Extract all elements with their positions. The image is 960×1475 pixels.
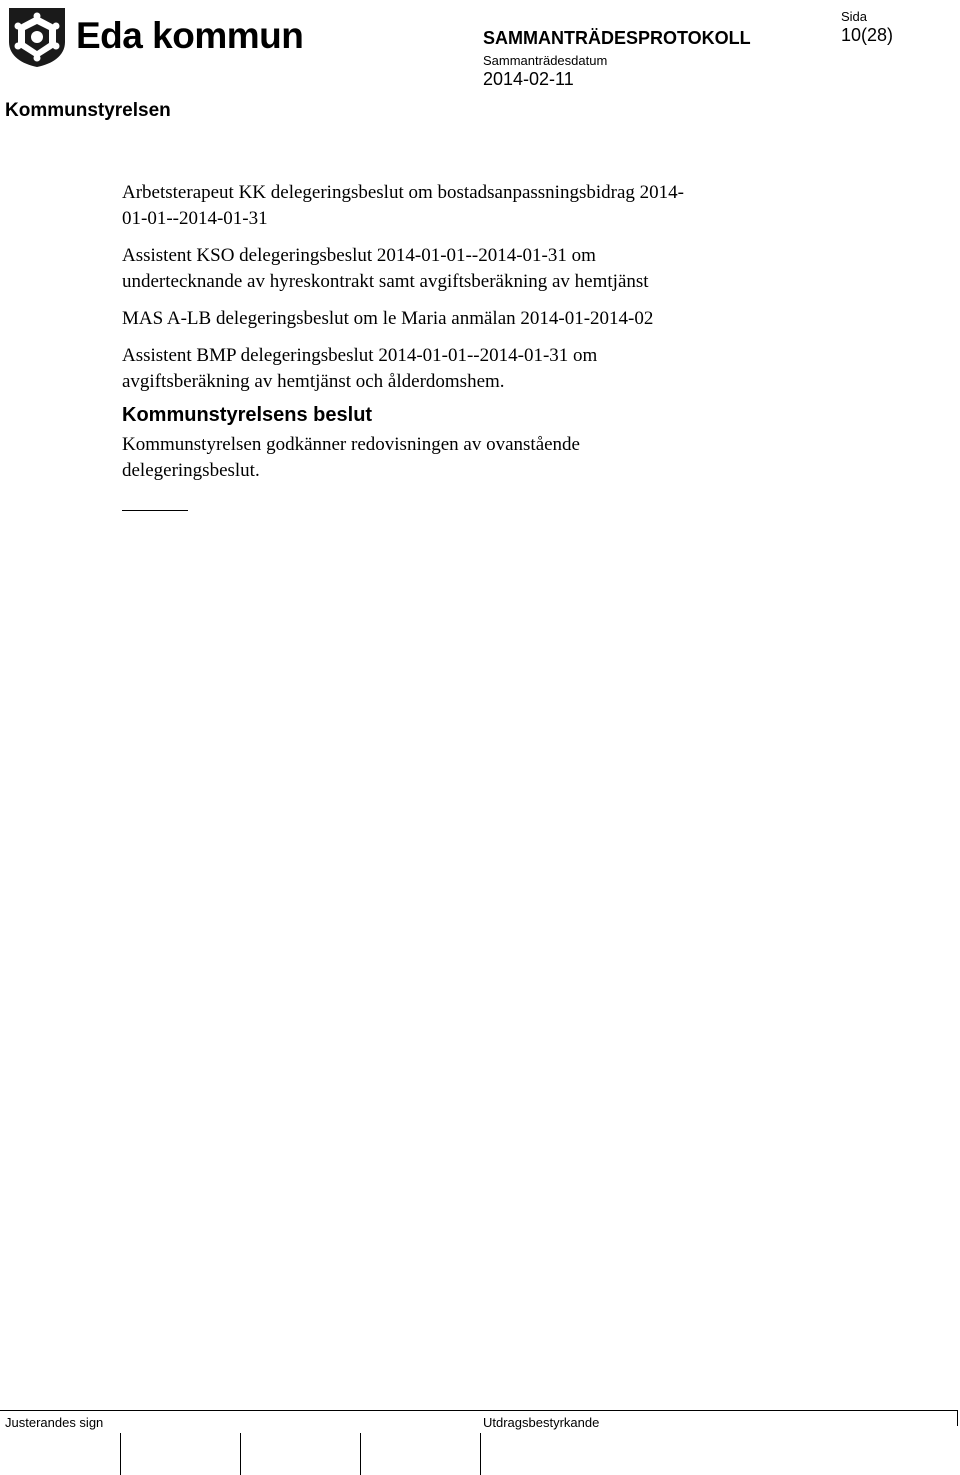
text-line: avgiftsberäkning av hemtjänst och ålderdomshem. xyxy=(122,371,505,392)
text-line: Arbetsterapeut KK delegeringsbeslut om bostadsanpassningsbidrag 2014- xyxy=(122,182,684,203)
municipality-name: Eda kommun xyxy=(76,15,304,56)
text-line: Assistent KSO delegeringsbeslut 2014-01-01--2014-01-31 om xyxy=(122,245,596,266)
department-name: Kommunstyrelsen xyxy=(5,100,171,121)
page-label: Sida xyxy=(841,9,868,24)
text-line: MAS A-LB delegeringsbeslut om le Maria anmälan 2014-01-2014-02 xyxy=(122,308,654,329)
footer-divider xyxy=(957,1411,958,1426)
text-line: Assistent BMP delegeringsbeslut 2014-01-01--2014-01-31 om xyxy=(122,345,598,366)
text-line: delegeringsbeslut. xyxy=(122,460,260,481)
extract-certifier-label: Utdragsbestyrkande xyxy=(483,1415,600,1430)
decision-heading: Kommunstyrelsens beslut xyxy=(122,404,373,426)
eda-kommun-crest-icon xyxy=(6,6,68,68)
delegation-item xyxy=(122,180,802,232)
signature-box-divider xyxy=(240,1433,241,1475)
signature-box-divider xyxy=(360,1433,361,1475)
decision-text xyxy=(122,432,802,484)
delegation-item xyxy=(122,343,802,395)
meeting-date: 2014-02-11 xyxy=(483,69,574,89)
page-number: 10(28) xyxy=(841,25,894,45)
reviewer-sign-label: Justerandes sign xyxy=(5,1415,104,1430)
section-end-rule xyxy=(122,510,188,511)
signature-footer xyxy=(0,1410,958,1475)
delegation-item xyxy=(122,243,802,295)
document-type: SAMMANTRÄDESPROTOKOLL xyxy=(483,28,751,48)
text-line: undertecknande av hyreskontrakt samt avgiftsberäkning av hemtjänst xyxy=(122,271,649,292)
protocol-body xyxy=(122,180,802,511)
meeting-date-label: Sammanträdesdatum xyxy=(483,53,608,68)
text-line: 01-01--2014-01-31 xyxy=(122,208,268,229)
text-line: Kommunstyrelsen godkänner redovisningen av ovanstående xyxy=(122,434,580,455)
signature-box-divider xyxy=(480,1433,481,1475)
signature-box-divider xyxy=(120,1433,121,1475)
delegation-item xyxy=(122,306,802,332)
